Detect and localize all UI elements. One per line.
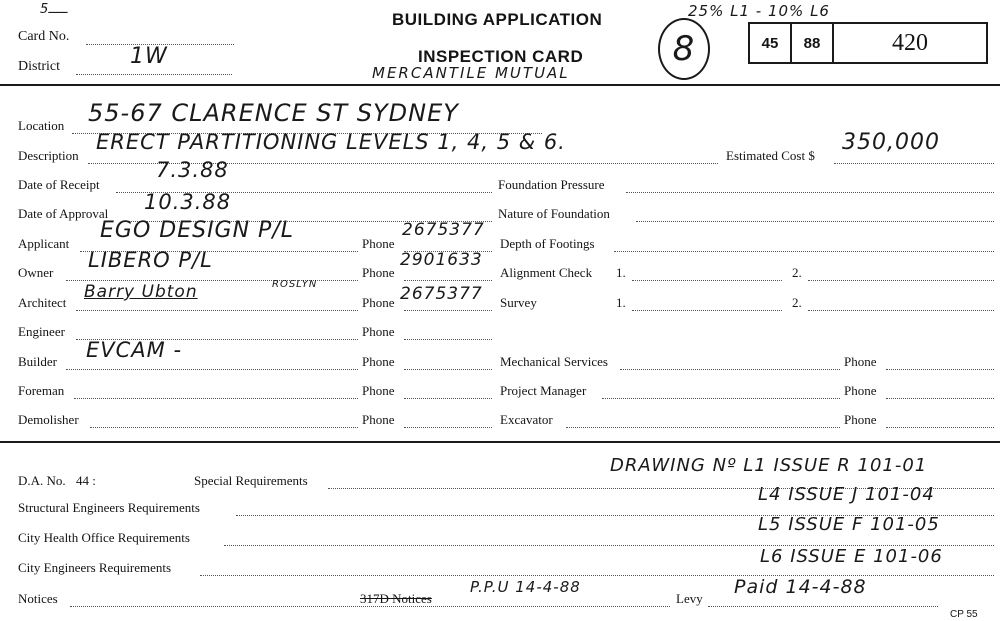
- demolisher-phone-field: [404, 427, 492, 428]
- alignment-check-1-field: [632, 280, 782, 281]
- alignment-check-1-label: 1.: [616, 265, 626, 280]
- owner-phone-value: 2901633: [400, 250, 483, 270]
- project-manager-field: [602, 398, 840, 399]
- excavator-phone-label: Phone: [844, 412, 877, 427]
- builder-label: Builder: [18, 354, 57, 369]
- depth-of-footings-label: Depth of Footings: [500, 236, 595, 251]
- survey-1-field: [632, 310, 782, 311]
- foreman-label: Foreman: [18, 383, 65, 398]
- architect-note: ROSLYN: [272, 279, 318, 290]
- engineer-phone-label: Phone: [362, 324, 395, 339]
- estimated-cost-label: Estimated Cost $: [726, 148, 815, 163]
- reference-cell-1: 45: [750, 24, 792, 62]
- structural-requirements-value: L4 ISSUE J 101-04: [758, 484, 935, 505]
- mechanical-services-phone-label: Phone: [844, 354, 877, 369]
- owner-phone-field: [404, 280, 492, 281]
- project-manager-label: Project Manager: [500, 383, 587, 398]
- nature-of-foundation-field: [636, 221, 994, 222]
- location-value: 55-67 CLARENCE ST SYDNEY: [88, 99, 459, 127]
- form-code: CP 55: [950, 609, 978, 620]
- date-of-approval-value: 10.3.88: [144, 190, 232, 214]
- excavator-field: [566, 427, 840, 428]
- builder-value: EVCAM -: [86, 338, 183, 362]
- reference-cell-3: 420: [892, 29, 928, 56]
- district-value: 1W: [130, 44, 168, 69]
- architect-phone-field: [404, 310, 492, 311]
- engineer-phone-field: [404, 339, 492, 340]
- description-label: Description: [18, 148, 79, 163]
- da-no-value: 44 :: [76, 473, 96, 488]
- demolisher-phone-label: Phone: [362, 412, 395, 427]
- owner-value: LIBERO P/L: [88, 248, 213, 272]
- survey-label: Survey: [500, 295, 537, 310]
- survey-2-field: [808, 310, 994, 311]
- survey-2-label: 2.: [792, 295, 802, 310]
- applicant-value: EGO DESIGN P/L: [100, 218, 294, 243]
- alignment-check-2-label: 2.: [792, 265, 802, 280]
- notices-struck-label: 317D Notices: [360, 591, 432, 606]
- reference-box: [748, 22, 988, 64]
- health-requirements-value: L5 ISSUE F 101-05: [758, 514, 940, 535]
- architect-label: Architect: [18, 295, 67, 310]
- builder-field: [66, 369, 358, 370]
- mercantile-note: MERCANTILE MUTUAL: [372, 64, 570, 82]
- description-value: ERECT PARTITIONING LEVELS 1, 4, 5 & 6.: [96, 130, 566, 154]
- depth-of-footings-field: [614, 251, 994, 252]
- card-title-line1: BUILDING APPLICATION: [392, 10, 603, 29]
- demolisher-label: Demolisher: [18, 412, 79, 427]
- foreman-phone-label: Phone: [362, 383, 395, 398]
- district-field: [76, 74, 232, 75]
- project-manager-phone-field: [886, 398, 994, 399]
- architect-value: Barry Ubton: [84, 282, 198, 302]
- applicant-phone-label: Phone: [362, 236, 395, 251]
- notices-label: Notices: [18, 591, 58, 606]
- mechanical-services-field: [620, 369, 840, 370]
- foundation-pressure-field: [626, 192, 994, 193]
- builder-phone-label: Phone: [362, 354, 395, 369]
- mechanical-services-label: Mechanical Services: [500, 354, 608, 369]
- builder-phone-field: [404, 369, 492, 370]
- architect-phone-value: 2675377: [400, 284, 483, 304]
- foreman-field: [74, 398, 358, 399]
- architect-field: [76, 310, 358, 311]
- engineer-label: Engineer: [18, 324, 65, 339]
- date-of-approval-label: Date of Approval: [18, 206, 109, 221]
- notices-value: P.P.U 14-4-88: [470, 578, 581, 596]
- section-divider: [0, 441, 1000, 443]
- estimated-cost-field: [834, 163, 994, 164]
- applicant-label: Applicant: [18, 236, 70, 251]
- reference-cell-2: 88: [792, 24, 834, 62]
- applicant-phone-value: 2675377: [402, 220, 485, 240]
- mechanical-services-phone-field: [886, 369, 994, 370]
- foundation-pressure-label: Foundation Pressure: [498, 177, 605, 192]
- percentage-note: 25% L1 - 10% L6: [688, 2, 830, 20]
- alignment-check-2-field: [808, 280, 994, 281]
- special-requirements-value: DRAWING Nº L1 ISSUE R 101-01: [610, 455, 928, 476]
- top-left-scribble: ـــــ5: [40, 2, 68, 17]
- structural-requirements-label: Structural Engineers Requirements: [18, 500, 200, 515]
- date-of-receipt-label: Date of Receipt: [18, 177, 100, 192]
- survey-1-label: 1.: [616, 295, 626, 310]
- city-engineers-requirements-label: City Engineers Requirements: [18, 560, 172, 575]
- health-requirements-label: City Health Office Requirements: [18, 530, 190, 545]
- nature-of-foundation-label: Nature of Foundation: [498, 206, 610, 221]
- location-label: Location: [18, 118, 65, 133]
- project-manager-phone-label: Phone: [844, 383, 877, 398]
- date-of-receipt-value: 7.3.88: [156, 158, 229, 182]
- alignment-check-label: Alignment Check: [500, 265, 593, 280]
- district-label: District: [18, 59, 60, 74]
- levy-label: Levy: [676, 591, 703, 606]
- levy-field: [708, 606, 938, 607]
- circled-mark: 8: [658, 18, 710, 80]
- card-no-label: Card No.: [18, 29, 70, 44]
- levy-value: Paid 14-4-88: [734, 576, 867, 598]
- owner-label: Owner: [18, 265, 54, 280]
- header-divider: [0, 84, 1000, 86]
- card-title-line2: INSPECTION CARD: [418, 47, 584, 66]
- estimated-cost-value: 350,000: [842, 130, 940, 155]
- architect-phone-label: Phone: [362, 295, 395, 310]
- foreman-phone-field: [404, 398, 492, 399]
- excavator-phone-field: [886, 427, 994, 428]
- city-engineers-requirements-field: [200, 575, 994, 576]
- da-no-label: D.A. No.: [18, 473, 66, 488]
- city-engineers-requirements-value: L6 ISSUE E 101-06: [760, 546, 943, 567]
- excavator-label: Excavator: [500, 412, 553, 427]
- demolisher-field: [90, 427, 358, 428]
- owner-phone-label: Phone: [362, 265, 395, 280]
- special-requirements-label: Special Requirements: [194, 473, 308, 488]
